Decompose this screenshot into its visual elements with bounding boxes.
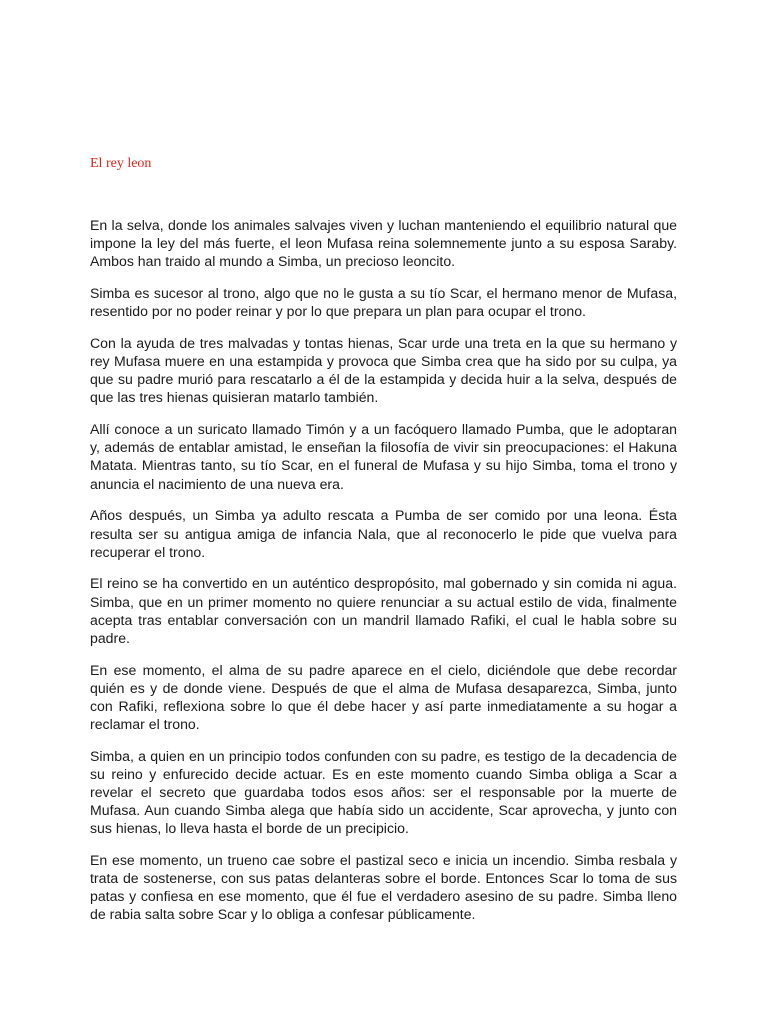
document-title: El rey leon <box>90 156 152 171</box>
paragraph: Años después, un Simba ya adulto rescata a Pumba de ser comido por una leona. Ésta resulta ser su antigua amiga de infancia Nala, que al reconocerlo le pide que vuelva para recuperar el trono. <box>90 507 677 560</box>
paragraph: En ese momento, un trueno cae sobre el pastizal seco e inicia un incendio. Simba resbala y trata de sostenerse, con sus patas delanteras sobre el borde. Entonces Scar lo toma de sus patas y confiesa en ese momento, que él fue el verdadero asesino de su padre. Simba lleno de rabia salta sobre Scar y lo obliga a confesar públicamente. <box>90 852 677 923</box>
paragraph: En la selva, donde los animales salvajes viven y luchan manteniendo el equilibrio natural que impone la ley del más fuerte, el leon Mufasa reina solemnemente junto a su esposa Saraby. Ambos han traido al mundo a Simba, un precioso leoncito. <box>90 217 677 270</box>
paragraph: Con la ayuda de tres malvadas y tontas hienas, Scar urde una treta en la que su hermano y rey Mufasa muere en una estampida y provoca que Simba crea que ha sido por su culpa, ya que su padre murió para rescatarlo a él de la estampida y decida huir a la selva, después de que las tres hienas quisieran matarlo también. <box>90 335 677 406</box>
paragraph: En ese momento, el alma de su padre aparece en el cielo, diciéndole que debe recordar quién es y de donde viene. Después de que el alma de Mufasa desaparezca, Simba, junto con Rafiki, reflexiona sobre lo que él debe hacer y así parte inmediatamente a su hogar a reclamar el trono. <box>90 661 677 732</box>
paragraph: Allí conoce a un suricato llamado Timón y a un facóquero llamado Pumba, que le adoptaran y, además de entablar amistad, le enseñan la filosofía de vivir sin preocupaciones: el Hakuna Matata. Mientras tanto, su tío Scar, en el funeral de Mufasa y su hijo Simba, toma el trono y anuncia el nacimiento de una nueva era. <box>90 421 677 492</box>
paragraph: El reino se ha convertido en un auténtico despropósito, mal gobernado y sin comida ni agua. Simba, que en un primer momento no quiere renunciar a su actual estilo de vida, finalmente acepta tras entablar conversación con un mandril llamado Rafiki, el cual le habla sobre su padre. <box>90 575 677 646</box>
paragraph: Simba, a quien en un principio todos confunden con su padre, es testigo de la decadencia de su reino y enfurecido decide actuar. Es en este momento cuando Simba obliga a Scar a revelar el secreto que guardaba todos esos años: ser el responsable por la muerte de Mufasa. Aun cuando Simba alega que había sido un accidente, Scar aprovecha, y junto con sus hienas, lo lleva hasta el borde de un precipicio. <box>90 747 677 837</box>
document-body <box>90 216 677 937</box>
paragraph: Simba es sucesor al trono, algo que no le gusta a su tío Scar, el hermano menor de Mufasa, resentido por no poder reinar y por lo que prepara un plan para ocupar el trono. <box>90 285 677 320</box>
